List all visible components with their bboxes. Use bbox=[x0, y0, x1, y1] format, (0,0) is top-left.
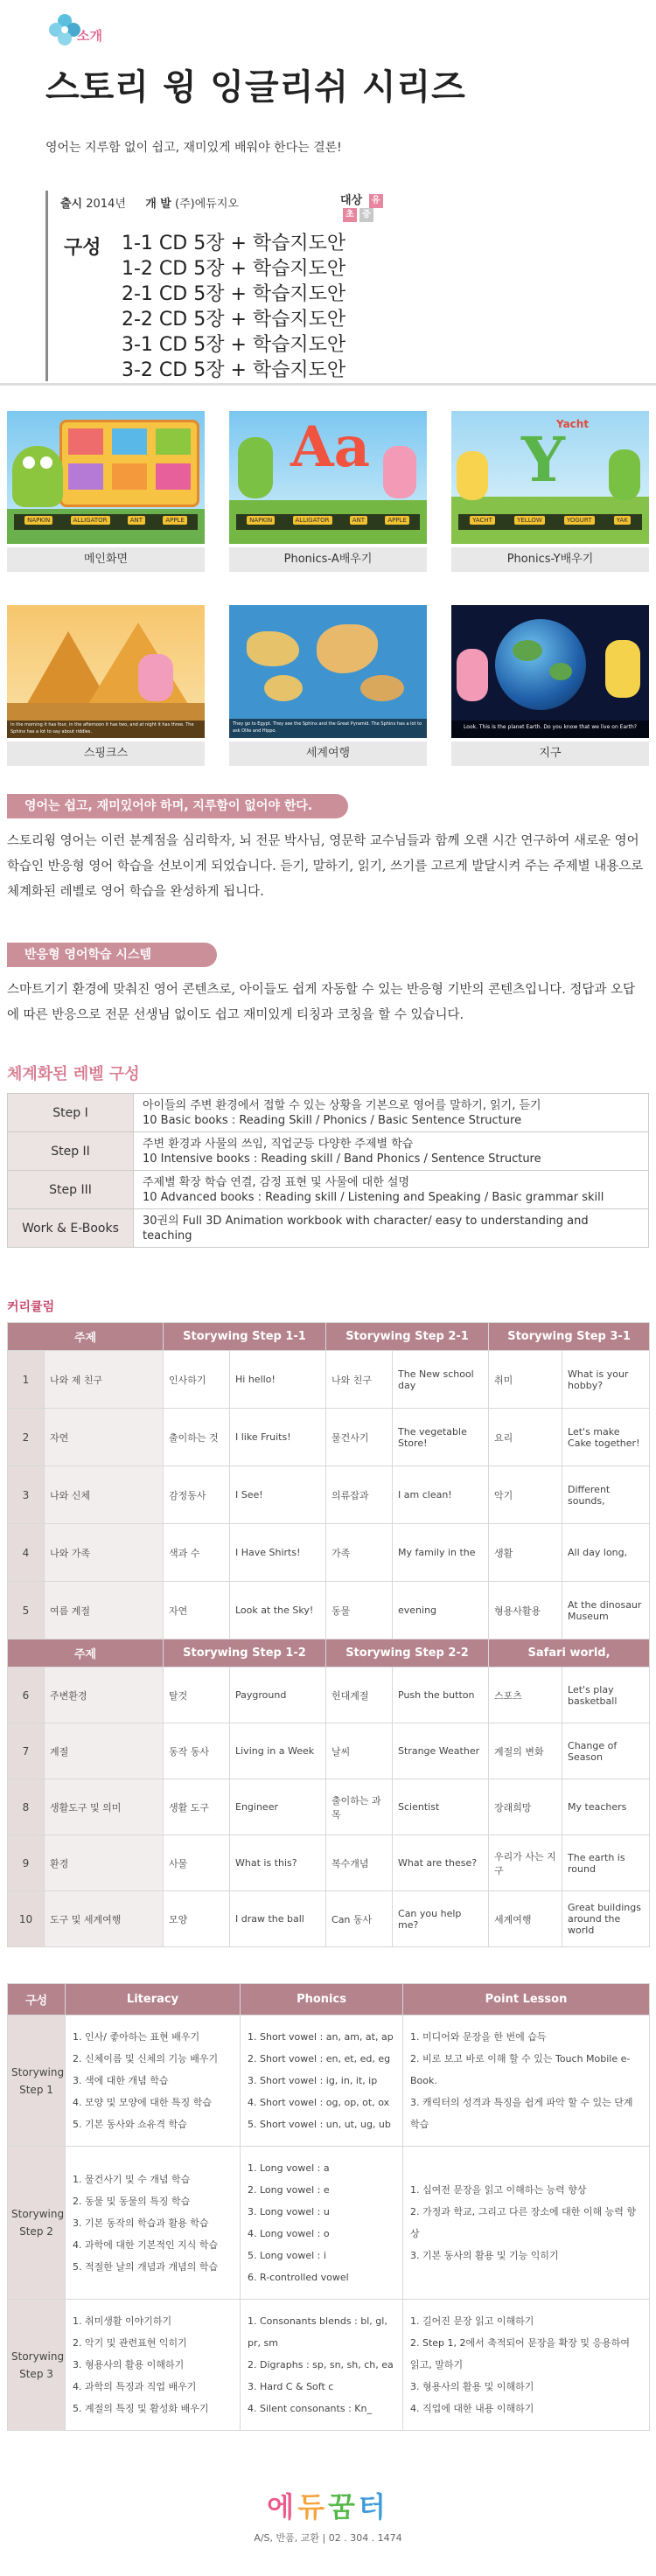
curriculum-cell: 주변환경 bbox=[45, 1667, 164, 1723]
table-row bbox=[8, 1723, 650, 1779]
phonics-y-icon bbox=[451, 411, 649, 544]
lesson-line: 5. 계절의 특징 및 활성화 배우기 bbox=[73, 2403, 209, 2414]
level-desc bbox=[134, 1132, 649, 1171]
lesson-line: 1. 취미생활 이야기하기 bbox=[73, 2315, 172, 2327]
screenshot-caption: 스핑크스 bbox=[7, 741, 205, 766]
section-body-fun: 스토리윙 영어는 이런 분계점을 심리학자, 뇌 전문 박사님, 영문학 교수님들과 함께 오랜 시간 연구하여 새로운 영어 학습인 반응형 영어 학습을 선보이게 되었습니다. 듣기, 말하기, 읽기, 쓰기를 고르게 발달시켜 주는 주제별 내용으로 체계화된 레벨로 영어 학습을 완성하게 됩니다. bbox=[7, 834, 644, 899]
curriculum-cell: Change of Season bbox=[562, 1723, 650, 1779]
lesson-line: 2. Digraphs : sp, sn, sh, ch, ea bbox=[248, 2359, 394, 2371]
target-label: 대상 bbox=[340, 194, 363, 207]
table-row bbox=[8, 2016, 650, 2147]
screenshot-world-travel bbox=[229, 605, 427, 766]
curriculum-cell: Can you help me? bbox=[393, 1891, 489, 1947]
curriculum-cell: Living in a Week bbox=[230, 1723, 326, 1779]
curriculum-header-cell: Storywing Step 2-2 bbox=[326, 1640, 489, 1667]
curriculum-cell: Can 동사 bbox=[326, 1891, 393, 1947]
curriculum-cell: 요리 bbox=[489, 1409, 562, 1466]
shot-word: YACHT bbox=[470, 516, 495, 525]
section-body-system: 스마트기기 환경에 맞춰진 영어 콘텐츠로, 아이들도 쉽게 자동할 수 있는 반응형 기반의 콘텐츠입니다. 정답과 오답에 따른 반응으로 전문 선생님 없이도 쉽고 재미있게 티칭과 코칭을 할 수 있습니다. bbox=[7, 983, 636, 1022]
section-title-fun: 영어는 쉽고, 재미있어야 하며, 지루함이 없어야 한다. bbox=[7, 794, 348, 818]
shot-word: APPLE bbox=[163, 516, 187, 525]
curriculum-header-cell: Safari world, bbox=[489, 1640, 650, 1667]
lesson-line: 2. Short vowel : en, et, ed, eg bbox=[248, 2053, 391, 2064]
lesson-line: 1. Consonants blends : bl, gl, pr, sm bbox=[248, 2315, 387, 2349]
curriculum-cell: 모양 bbox=[164, 1891, 230, 1947]
composition-item: 1-1 CD 5장 + 학습지도안 bbox=[122, 233, 346, 254]
lesson-line: 1. 미디어와 문장을 한 번에 습득 bbox=[410, 2031, 547, 2043]
lesson-line: 3. 기본 동사의 활용 및 기능 익히기 bbox=[410, 2250, 559, 2261]
lesson-line: 3. 형용사의 활용 이해하기 bbox=[73, 2359, 185, 2371]
footer bbox=[0, 2485, 656, 2545]
lesson-header-row bbox=[8, 1984, 650, 2016]
table-row bbox=[8, 1524, 650, 1582]
level-row bbox=[8, 1132, 649, 1171]
curriculum-cell: I like Fruits! bbox=[230, 1409, 326, 1466]
curriculum-cell: 날씨 bbox=[326, 1723, 393, 1779]
section-title-system: 반응형 영어학습 시스템 bbox=[7, 943, 217, 967]
shot2-letters: Aa bbox=[290, 414, 371, 480]
composition-item: 3-1 CD 5장 + 학습지도안 bbox=[122, 334, 346, 356]
lesson-line: 2. 비로 보고 바로 이해 할 수 있는 Touch Mobile e-Book. bbox=[410, 2053, 631, 2086]
shot-word: YOGURT bbox=[564, 516, 595, 525]
lesson-line: 3. 색에 대한 개념 학습 bbox=[73, 2075, 169, 2086]
lesson-literacy-cell bbox=[66, 2300, 241, 2431]
curriculum-cell: 4 bbox=[8, 1524, 45, 1582]
curriculum-cell: I am clean! bbox=[393, 1466, 489, 1524]
curriculum-cell: Look at the Sky! bbox=[230, 1582, 326, 1640]
screenshot-main bbox=[7, 411, 205, 572]
shot6-caption: Look. This is the planet Earth. Do you know that we live on Earth? bbox=[464, 724, 637, 730]
composition-item: 3-2 CD 5장 + 학습지도안 bbox=[122, 359, 346, 381]
shot-word: NAPKIN bbox=[24, 516, 52, 525]
lesson-step-name: Storywing Step 2 bbox=[8, 2147, 66, 2300]
levels-table bbox=[7, 1093, 649, 1248]
page-subtitle: 영어는 지루함 없이 쉽고, 재미있게 배워야 한다는 결론! bbox=[45, 141, 342, 155]
shot-word: NAPKIN bbox=[247, 516, 275, 525]
lesson-line: 5. 기본 동사와 쇼유격 학습 bbox=[73, 2119, 187, 2130]
lesson-line: 3. 캐릭터의 성격과 특징을 쉽게 파악 할 수 있는 단계학습 bbox=[410, 2097, 633, 2130]
lesson-phonics-cell bbox=[241, 2300, 403, 2431]
lesson-step-name: Storywing Step 3 bbox=[8, 2300, 66, 2431]
curriculum-cell: 동작 동사 bbox=[164, 1723, 230, 1779]
curriculum-cell: 취미 bbox=[489, 1351, 562, 1409]
levels-title: 체계화된 레벨 구성 bbox=[7, 1065, 140, 1083]
curriculum-header-cell: Storywing Step 1-1 bbox=[164, 1323, 326, 1351]
lesson-line: 1. Short vowel : an, am, at, ap bbox=[248, 2031, 394, 2043]
table-row bbox=[8, 1351, 650, 1409]
curriculum-cell: 동물 bbox=[326, 1582, 393, 1640]
curriculum-header-row bbox=[8, 1640, 650, 1667]
level-desc-line: 주변 환경과 사물의 쓰임, 직업군등 다양한 주제별 학습 bbox=[143, 1137, 414, 1151]
curriculum-cell: I draw the ball bbox=[230, 1891, 326, 1947]
intro-label: 소개 bbox=[77, 28, 102, 44]
lesson-literacy-cell bbox=[66, 2016, 241, 2147]
curriculum-cell: 2 bbox=[8, 1409, 45, 1466]
curriculum-cell: My teachers bbox=[562, 1779, 650, 1835]
level-desc-line: 주제별 확장 학습 연결, 감정 표현 및 사물에 대한 설명 bbox=[143, 1175, 410, 1189]
composition-item: 2-1 CD 5장 + 학습지도안 bbox=[122, 283, 346, 305]
lesson-point-cell bbox=[403, 2147, 650, 2300]
brand-char: 에 bbox=[267, 2490, 298, 2524]
shot-word: ANT bbox=[128, 516, 145, 525]
lesson-header-cell: 구성 bbox=[8, 1984, 66, 2016]
lesson-line: 4. 과학의 특징과 직업 배우기 bbox=[73, 2381, 197, 2392]
lesson-line: 1. Long vowel : a bbox=[248, 2162, 330, 2174]
curriculum-cell: Payground bbox=[230, 1667, 326, 1723]
curriculum-cell: 물건사기 bbox=[326, 1409, 393, 1466]
lesson-line: 3. Hard C & Soft c bbox=[248, 2381, 334, 2392]
curriculum-cell: At the dinosaur Museum bbox=[562, 1582, 650, 1640]
level-desc-line: 10 Basic books : Reading Skill / Phonics / Basic Sentence Structure bbox=[143, 1113, 522, 1127]
curriculum-cell: Scientist bbox=[393, 1779, 489, 1835]
shot3-letter: Y bbox=[521, 423, 565, 496]
table-row bbox=[8, 1409, 650, 1466]
screenshot-gallery bbox=[0, 411, 656, 769]
shot-word: YELLOW bbox=[514, 516, 545, 525]
curriculum-cell: The New school day bbox=[393, 1351, 489, 1409]
lesson-line: 2. 동물 및 동물의 특징 학습 bbox=[73, 2195, 191, 2207]
lesson-table bbox=[7, 1983, 650, 2431]
screenshot-caption: Phonics-Y배우기 bbox=[451, 547, 649, 572]
curriculum-cell: Strange Weather bbox=[393, 1723, 489, 1779]
curriculum-cell: What is this? bbox=[230, 1835, 326, 1891]
lesson-line: 2. 가정과 학교, 그리고 다른 장소에 대한 이해 능력 향상 bbox=[410, 2206, 636, 2239]
target-badge: 중 bbox=[359, 208, 373, 222]
curriculum-cell: Let's play basketball bbox=[562, 1667, 650, 1723]
target-row bbox=[340, 191, 388, 222]
shot-word: YAK bbox=[614, 516, 631, 525]
curriculum-cell: I Have Shirts! bbox=[230, 1524, 326, 1582]
curriculum-header-cell: Storywing Step 3-1 bbox=[489, 1323, 650, 1351]
curriculum-cell: Hi hello! bbox=[230, 1351, 326, 1409]
curriculum-cell: 계절의 변화 bbox=[489, 1723, 562, 1779]
phonics-a-icon bbox=[229, 411, 427, 544]
release-row bbox=[60, 194, 239, 211]
header bbox=[0, 0, 656, 385]
curriculum-cell: 탈것 bbox=[164, 1667, 230, 1723]
screenshot-caption: Phonics-A배우기 bbox=[229, 547, 427, 572]
curriculum-cell: My family in the bbox=[393, 1524, 489, 1582]
curriculum-cell: 나와 가족 bbox=[45, 1524, 164, 1582]
lesson-line: 3. 형용사의 활용 및 이해하기 bbox=[410, 2381, 534, 2392]
screenshot-phonics-a bbox=[229, 411, 427, 572]
lesson-line: 5. Short vowel : un, ut, ug, ub bbox=[248, 2119, 391, 2130]
lesson-point-cell bbox=[403, 2300, 650, 2431]
composition-item: 2-2 CD 5장 + 학습지도안 bbox=[122, 309, 346, 331]
curriculum-cell: 감정동사 bbox=[164, 1466, 230, 1524]
level-name: Step II bbox=[8, 1132, 134, 1171]
table-row bbox=[8, 2300, 650, 2431]
shot-word: ALLIGATOR bbox=[293, 516, 332, 525]
earth-icon bbox=[451, 605, 649, 738]
brand-char: 터 bbox=[358, 2490, 389, 2524]
developer-value: (주)에듀지오 bbox=[175, 198, 239, 211]
curriculum-header-cell: 주제 bbox=[8, 1323, 164, 1351]
lesson-line: 2. 신체이름 및 신체의 기능 배우기 bbox=[73, 2053, 219, 2064]
curriculum-cell: 인사하기 bbox=[164, 1351, 230, 1409]
page-title: 스토리 윙 잉글리쉬 시리즈 bbox=[45, 67, 466, 108]
screenshot-caption: 세계여행 bbox=[229, 741, 427, 766]
level-row bbox=[8, 1209, 649, 1248]
curriculum-cell: 1 bbox=[8, 1351, 45, 1409]
lesson-literacy-cell bbox=[66, 2147, 241, 2300]
curriculum-cell: 생활 도구 bbox=[164, 1779, 230, 1835]
lesson-line: 4. 과학에 대한 기본적인 지식 학습 bbox=[73, 2238, 219, 2251]
curriculum-cell: 의류잡과 bbox=[326, 1466, 393, 1524]
header-divider bbox=[0, 383, 656, 386]
lesson-line: 4. 모양 및 모양에 대한 특징 학습 bbox=[73, 2097, 212, 2108]
level-desc-line: 아이들의 주변 환경에서 접할 수 있는 상황을 기본으로 영어를 말하기, 읽기, 듣기 bbox=[143, 1098, 541, 1112]
curriculum-cell: 도구 및 세계여행 bbox=[45, 1891, 164, 1947]
level-name: Step III bbox=[8, 1171, 134, 1209]
level-desc bbox=[134, 1209, 649, 1248]
level-name: Work & E-Books bbox=[8, 1209, 134, 1248]
curriculum-cell: 장래희망 bbox=[489, 1779, 562, 1835]
lesson-line: 4. 직업에 대한 내용 이해하기 bbox=[410, 2403, 534, 2414]
lesson-header-cell: Point Lesson bbox=[403, 1984, 650, 2016]
curriculum-cell: 환경 bbox=[45, 1835, 164, 1891]
level-desc-line: 30권의 Full 3D Animation workbook with character/ easy to understanding and teaching bbox=[143, 1214, 589, 1243]
level-name: Step I bbox=[8, 1094, 134, 1132]
shot4-caption: In the morning it has four, in the afternoon it has two, and at night it has three. The Sphinx has a lot to say about riddles. bbox=[10, 722, 194, 735]
curriculum-header-cell: 주제 bbox=[8, 1640, 164, 1667]
lesson-line: 4. Long vowel : o bbox=[248, 2228, 330, 2239]
product-info-box bbox=[45, 191, 388, 381]
curriculum-cell: 생활 bbox=[489, 1524, 562, 1582]
curriculum-cell: 색과 수 bbox=[164, 1524, 230, 1582]
curriculum-cell: The earth is round bbox=[562, 1835, 650, 1891]
screenshot-phonics-y bbox=[451, 411, 649, 572]
level-desc bbox=[134, 1171, 649, 1209]
table-row bbox=[8, 1835, 650, 1891]
lesson-line: 1. 길어진 문장 읽고 이해하기 bbox=[410, 2315, 534, 2327]
curriculum-cell: 5 bbox=[8, 1582, 45, 1640]
curriculum-table bbox=[7, 1322, 650, 1947]
curriculum-cell: Let's make Cake together! bbox=[562, 1409, 650, 1466]
lesson-header-cell: Literacy bbox=[66, 1984, 241, 2016]
curriculum-cell: evening bbox=[393, 1582, 489, 1640]
lesson-line: 2. 악기 및 관련표현 익히기 bbox=[73, 2337, 187, 2349]
release-value: 2014년 bbox=[86, 198, 126, 211]
curriculum-cell: 여름 계절 bbox=[45, 1582, 164, 1640]
main-screen-icon bbox=[7, 411, 205, 544]
curriculum-cell: 사물 bbox=[164, 1835, 230, 1891]
curriculum-header-cell: Storywing Step 1-2 bbox=[164, 1640, 326, 1667]
lesson-line: 3. 기본 동작의 학습과 활용 학습 bbox=[73, 2217, 209, 2229]
composition-list bbox=[122, 231, 345, 383]
brand-char: 꿈 bbox=[328, 2490, 359, 2524]
lesson-line: 1. 인사/ 좋아하는 표현 배우기 bbox=[73, 2031, 200, 2043]
target-badge: 유 bbox=[369, 194, 383, 208]
world-travel-icon bbox=[229, 605, 427, 738]
curriculum-cell: Engineer bbox=[230, 1779, 326, 1835]
curriculum-cell: 자연 bbox=[164, 1582, 230, 1640]
curriculum-cell: 자연 bbox=[45, 1409, 164, 1466]
curriculum-cell: 가족 bbox=[326, 1524, 393, 1582]
level-row bbox=[8, 1171, 649, 1209]
curriculum-cell: 계절 bbox=[45, 1723, 164, 1779]
screenshot-caption: 지구 bbox=[451, 741, 649, 766]
curriculum-header-row bbox=[8, 1323, 650, 1351]
curriculum-cell: 스포츠 bbox=[489, 1667, 562, 1723]
curriculum-cell: 출이하는 것 bbox=[164, 1409, 230, 1466]
shot-word: ALLIGATOR bbox=[71, 516, 110, 525]
level-desc-line: 10 Intensive books : Reading skill / Band Phonics / Sentence Structure bbox=[143, 1152, 541, 1166]
curriculum-cell: 6 bbox=[8, 1667, 45, 1723]
developer-label: 개 발 bbox=[145, 198, 171, 211]
level-desc-line: 10 Advanced books : Reading skill / Listening and Speaking / Basic grammar skill bbox=[143, 1190, 604, 1204]
screenshot-sphinx bbox=[7, 605, 205, 766]
lesson-line: 5. 적절한 날의 개념과 개념의 학습 bbox=[73, 2260, 219, 2273]
table-row bbox=[8, 2147, 650, 2300]
target-badge: 초 bbox=[343, 208, 357, 222]
lesson-step-name: Storywing Step 1 bbox=[8, 2016, 66, 2147]
lesson-line: 2. Long vowel : e bbox=[248, 2184, 330, 2196]
curriculum-title: 커리큘럼 bbox=[7, 1300, 55, 1314]
contact-info: A/S, 반품, 교환 | 02 . 304 . 1474 bbox=[254, 2532, 402, 2544]
lesson-phonics-cell bbox=[241, 2016, 403, 2147]
lesson-line: 3. Short vowel : ig, in, it, ip bbox=[248, 2075, 378, 2086]
curriculum-cell: 악기 bbox=[489, 1466, 562, 1524]
brand-logo bbox=[0, 2485, 656, 2525]
shot3-title: Yacht bbox=[556, 418, 590, 430]
curriculum-cell: 나와 신체 bbox=[45, 1466, 164, 1524]
table-row bbox=[8, 1891, 650, 1947]
table-row bbox=[8, 1779, 650, 1835]
lesson-line: 5. Long vowel : i bbox=[248, 2250, 326, 2261]
shot5-caption: They go to Egypt. They see the Sphinx and the Great Pyramid. The Sphinx has a lot to ask Ollie and Hippo. bbox=[233, 721, 422, 734]
curriculum-cell: 나와 제 친구 bbox=[45, 1351, 164, 1409]
curriculum-cell: 생활도구 및 의미 bbox=[45, 1779, 164, 1835]
table-row bbox=[8, 1466, 650, 1524]
screenshot-earth bbox=[451, 605, 649, 766]
lesson-header-cell: Phonics bbox=[241, 1984, 403, 2016]
composition-item: 1-2 CD 5장 + 학습지도안 bbox=[122, 258, 346, 280]
curriculum-cell: 7 bbox=[8, 1723, 45, 1779]
curriculum-cell: Different sounds, bbox=[562, 1466, 650, 1524]
curriculum-cell: All day long, bbox=[562, 1524, 650, 1582]
curriculum-cell: 10 bbox=[8, 1891, 45, 1947]
lesson-line: 2. Step 1, 2에서 축적되어 문장을 확장 및 응용하여 읽고, 말하기 bbox=[410, 2337, 631, 2371]
composition-label: 구성 bbox=[64, 237, 101, 259]
table-row bbox=[8, 1667, 650, 1723]
curriculum-cell: 출이하는 과목 bbox=[326, 1779, 393, 1835]
curriculum-cell: 9 bbox=[8, 1835, 45, 1891]
lesson-line: 4. Silent consonants : Kn_ bbox=[248, 2403, 372, 2414]
curriculum-cell: The vegetable Store! bbox=[393, 1409, 489, 1466]
curriculum-cell: 나와 친구 bbox=[326, 1351, 393, 1409]
curriculum-cell: 세계여행 bbox=[489, 1891, 562, 1947]
brand-char: 듀 bbox=[297, 2490, 328, 2524]
curriculum-cell: 3 bbox=[8, 1466, 45, 1524]
shot-word: ANT bbox=[350, 516, 367, 525]
level-desc bbox=[134, 1094, 649, 1132]
screenshot-caption: 메인화면 bbox=[7, 547, 205, 572]
curriculum-cell: What are these? bbox=[393, 1835, 489, 1891]
curriculum-cell: I See! bbox=[230, 1466, 326, 1524]
sphinx-icon bbox=[7, 605, 205, 738]
level-row bbox=[8, 1094, 649, 1132]
lesson-line: 3. Long vowel : u bbox=[248, 2206, 330, 2217]
curriculum-cell: 형용사활용 bbox=[489, 1582, 562, 1640]
curriculum-cell: Great buildings around the world bbox=[562, 1891, 650, 1947]
lesson-line: 1. 십여전 문장을 읽고 이해하는 능력 향상 bbox=[410, 2184, 587, 2196]
lesson-line: 4. Short vowel : og, op, ot, ox bbox=[248, 2097, 390, 2108]
table-row bbox=[8, 1582, 650, 1640]
release-label: 출시 bbox=[60, 198, 83, 211]
lesson-phonics-cell bbox=[241, 2147, 403, 2300]
curriculum-cell: 헌대계절 bbox=[326, 1667, 393, 1723]
lesson-line: 6. R-controlled vowel bbox=[248, 2272, 349, 2283]
lesson-line: 1. 물건사기 및 수 개념 학습 bbox=[73, 2173, 191, 2185]
curriculum-cell: 우리가 사는 지구 bbox=[489, 1835, 562, 1891]
curriculum-cell: 복수개념 bbox=[326, 1835, 393, 1891]
shot-word: APPLE bbox=[385, 516, 409, 525]
curriculum-cell: 8 bbox=[8, 1779, 45, 1835]
curriculum-cell: Push the button bbox=[393, 1667, 489, 1723]
lesson-point-cell bbox=[403, 2016, 650, 2147]
curriculum-header-cell: Storywing Step 2-1 bbox=[326, 1323, 489, 1351]
curriculum-cell: What is your hobby? bbox=[562, 1351, 650, 1409]
